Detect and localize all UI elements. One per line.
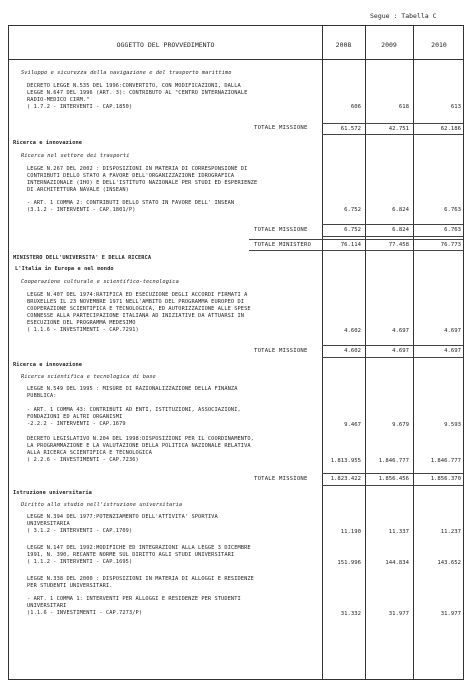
law-text: ( 1.7.2 - INTERVENTI - CAP.1850) (27, 104, 133, 110)
value-2008: 151.996 (337, 560, 361, 566)
total-2009: 1.856.456 (378, 476, 409, 482)
total-2010: 62.186 (440, 126, 461, 132)
value-2010: 613 (450, 104, 461, 110)
value-2009: 4.697 (392, 328, 409, 334)
total-missione-label: TOTALE MISSIONE (254, 476, 308, 482)
law-text: PUBBLICA: (27, 393, 57, 399)
value-2008: 4.602 (344, 328, 361, 334)
law-text: BRUXELLES IL 23 NOVEMBRE 1971 NELL'AMBITO DEL PROGRAMMA EUROPEO DI (27, 299, 245, 305)
value-2008: 606 (350, 104, 361, 110)
law-text: CONTRIBUTI DELLO STATO A FAVORE DELL'ORGANIZZAZIONE IDROGRAFICA (27, 173, 235, 179)
article-text: (3.1.2 - INTERVENTI - CAP.1801/P) (27, 207, 136, 213)
total-missione-label: TOTALE MISSIONE (254, 125, 308, 131)
total-2008: 4.602 (344, 348, 361, 354)
law-text: DI ARCHITETTURA NAVALE (INSEAN) (27, 187, 129, 193)
col-header-2008: 2008 (335, 41, 352, 49)
law-text: LEGGE N.549 DEL 1995 : MISURE DI RAZIONALIZZAZIONE DELLA FINANZA (27, 386, 238, 392)
law-text: LEGGE N.394 DEL 1977:POTENZIAMENTO DELL'ATTIVITA' SPORTIVA (27, 514, 218, 520)
value-2009: 618 (398, 104, 409, 110)
article-text: FONDAZIONI ED ALTRI ORGANISMI (27, 414, 123, 420)
subtotal-rule (322, 134, 463, 135)
total-2009: 6.824 (392, 227, 409, 233)
subtotal-rule (322, 123, 463, 124)
section-subtitle: Ricerca nel settore dei trasporti (21, 153, 130, 159)
total-ministero-label: TOTALE MINISTERO (254, 242, 312, 248)
total-2010: 4.697 (444, 348, 461, 354)
col-header-2010: 2010 (431, 41, 447, 49)
value-2009: 6.824 (392, 207, 409, 213)
value-2008: 11.190 (340, 529, 361, 535)
total-2008: 6.752 (344, 227, 361, 233)
total-2009: 4.697 (392, 348, 409, 354)
value-2008: 6.752 (344, 207, 361, 213)
value-2010: 143.652 (437, 560, 461, 566)
article-text: UNIVERSITARI (27, 603, 67, 609)
law-text: CONNESSE ALLA PARTECIPAZIONE ITALIANA AD INIZIATIVE DA ATTUARSI IN (27, 313, 245, 319)
article-text: - ART. 1 COMMA 43: CONTRIBUTI AD ENTI, ISTITUZIONI, ASSOCIAZIONI, (27, 407, 241, 413)
value-2009: 11.337 (388, 529, 409, 535)
subtotal-rule (322, 345, 463, 346)
value-2010: 4.697 (444, 328, 461, 334)
subtotal-rule (322, 224, 463, 225)
law-text: PER STUDENTI UNIVERSITARI. (27, 583, 113, 589)
value-2009: 144.834 (385, 560, 409, 566)
section-subtitle: Cooperazione culturale e scientifico-tecnologica (21, 279, 179, 285)
law-text: ( 2.2.6 - INVESTIMENTI - CAP.7236) (27, 457, 139, 463)
section-title: Ricerca e innovazione (13, 140, 83, 146)
law-text: LEGGE N.267 DEL 2002 : DISPOSIZIONI IN MATERIA DI CORRESPONSIONE DI (27, 166, 248, 172)
header-right: Segue : Tabella C (370, 12, 437, 20)
law-text: ( 1.1.6 - INVESTIMENTI - CAP.7291) (27, 327, 139, 333)
ministry-total-2010: 76.773 (440, 242, 461, 248)
law-text: ESECUZIONE DEL PROGRAMMA MEDESIMO (27, 320, 136, 326)
law-text: DECRETO LEGGE N.535 DEL 1996:CONVERTITO, CON MODIFICAZIONI, DALLA (27, 83, 241, 89)
value-2009: 1.846.777 (378, 458, 409, 464)
law-text: RADIO-MEDICO CIRM." (27, 97, 90, 103)
col-header-2009: 2009 (381, 41, 397, 49)
law-text: LEGGE N.407 DEL 1974:RATIFICA ED ESECUZIONE DEGLI ACCORDI FIRMATI A (27, 292, 248, 298)
ministry-total-2009: 77.458 (388, 242, 409, 248)
subtotal-rule (322, 357, 463, 358)
value-2009: 9.679 (392, 422, 409, 428)
law-text: LEGGE N.338 DEL 2000 : DISPOSIZIONI IN MATERIA DI ALLOGGI E RESIDENZE (27, 576, 254, 582)
law-text: ( 3.1.2 - INTERVENTI - CAP.1709) (27, 528, 133, 534)
article-text: - ART. 1 COMMA 1: INTERVENTI PER ALLOGGI E RESIDENZE PER STUDENTI (27, 596, 241, 602)
value-2008: 31.332 (340, 611, 361, 617)
law-text: LEGGE N.647 DEL 1996 (ART. 3): CONTRIBUTO AL "CENTRO INTERNAZIONALE (27, 90, 248, 96)
budget-table (8, 25, 464, 680)
law-text: ALLA RICERCA SCIENTIFICA E TECNOLOGICA (27, 450, 152, 456)
law-text: LA PROGRAMMAZIONE E LA VALUTAZIONE DELLA POLITICA NAZIONALE RELATIVA (27, 443, 251, 449)
value-2010: 9.593 (444, 422, 461, 428)
law-text: UNIVERSITARIA (27, 521, 70, 527)
total-2009: 42.751 (388, 126, 409, 132)
section-title: L'Italia in Europa e nel mondo (15, 266, 114, 272)
total-2010: 1.856.370 (430, 476, 461, 482)
total-2010: 6.763 (444, 227, 461, 233)
law-text: DECRETO LEGISLATIVO N.204 DEL 1998:DISPOSIZIONI PER IL COORDINAMENTO, (27, 436, 254, 442)
value-2009: 31.977 (388, 611, 409, 617)
total-missione-label: TOTALE MISSIONE (254, 348, 308, 354)
section-title: Istruzione universitaria (13, 490, 92, 496)
total-2008: 61.572 (340, 126, 361, 132)
article-text: - ART. 1 COMMA 2: CONTRIBUTI DELLO STATO IN FAVORE DELL' INSEAN (27, 200, 235, 206)
section-title: Sviluppo e sicurezza della navigazione e del trasporto marittimo (21, 70, 232, 76)
value-2010: 31.977 (440, 611, 461, 617)
section-subtitle: Ricerca scientifica e tecnologica di base (21, 374, 156, 380)
total-2008: 1.823.422 (330, 476, 361, 482)
header-divider (9, 59, 463, 60)
subtotal-rule (322, 236, 463, 237)
subtotal-rule (322, 485, 463, 486)
value-2008: 9.467 (344, 422, 361, 428)
col-header-subject: OGGETTO DEL PROVVEDIMENTO (116, 41, 215, 49)
ministry-title: MINISTERO DELL'UNIVERSITA' E DELLA RICERCA (13, 255, 152, 261)
subtotal-rule (322, 473, 463, 474)
value-2008: 1.813.955 (330, 458, 361, 464)
ministry-rule (249, 250, 463, 251)
total-missione-label: TOTALE MISSIONE (254, 227, 308, 233)
section-subtitle: Diritto allo studio nell'istruzione universitaria (21, 502, 183, 508)
law-text: INTERNAZIONALE (IHO) E DELL'ISTITUTO NAZIONALE PER STUDI ED ESPERIENZE (27, 180, 258, 186)
value-2010: 1.846.777 (430, 458, 461, 464)
article-text: -2.2.2 - INTERVENTI - CAP.1679 (27, 421, 126, 427)
law-text: LEGGE N.147 DEL 1992:MODIFICHE ED INTEGRAZIONI ALLA LEGGE 3 DICEMBRE (27, 545, 251, 551)
law-text: ( 1.1.2 - INTERVENTI - CAP.1695) (27, 559, 133, 565)
law-text: 1991, N. 390, RECANTE NORME SUL DIRITTO AGLI STUDI UNIVERSITARI (27, 552, 235, 558)
section-title: Ricerca e innovazione (13, 362, 83, 368)
value-2010: 11.237 (440, 529, 461, 535)
value-2010: 6.763 (444, 207, 461, 213)
law-text: COOPERAZIONE SCIENTIFICA E TECNOLOGICA, ED AUTORIZZAZIONE ALLE SPESE (27, 306, 251, 312)
article-text: (1.1.6 - INVESTIMENTI - CAP.7273/P) (27, 610, 143, 616)
ministry-rule (249, 239, 463, 240)
ministry-total-2008: 76.114 (340, 242, 361, 248)
